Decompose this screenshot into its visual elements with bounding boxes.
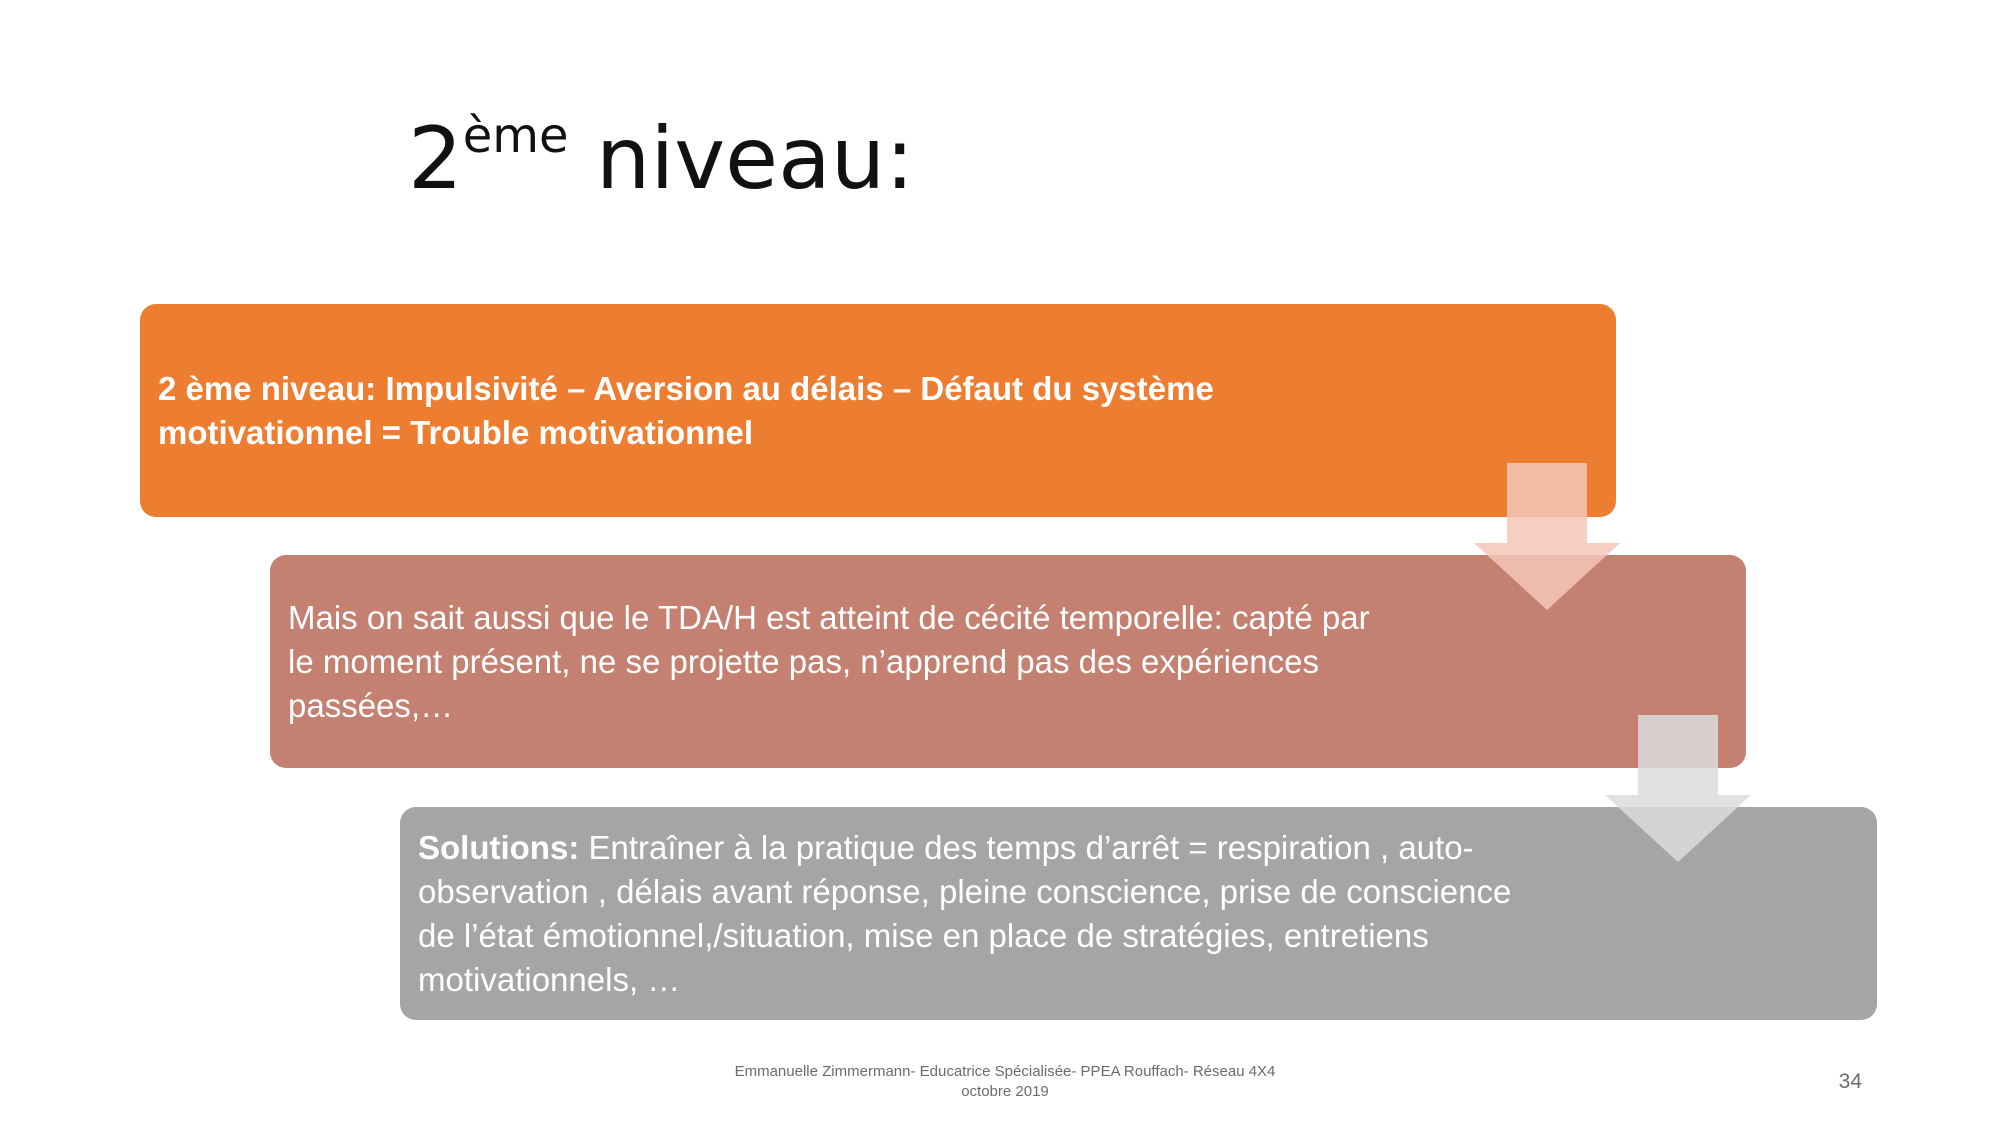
down-arrow-icon <box>1474 463 1620 610</box>
slide-title <box>408 108 915 209</box>
page-number: 34 <box>1838 1070 1862 1093</box>
title-rest: niveau: <box>568 109 915 209</box>
solutions-text: Entraîner à la pratique des temps d’arrêt = respiration , auto-observation , délais avant réponse, pleine conscience, prise de conscience de l’état émotionnel,/situation, mise en place de stratégies, entretiens motivationnels, … <box>418 828 1512 998</box>
process-step-1-text: 2 ème niveau: Impulsivité – Aversion au délais – Défaut du système motivationnel = Trouble motivationnel <box>158 369 1214 451</box>
down-arrow-icon <box>1605 715 1751 862</box>
title-number: 2 <box>408 109 463 209</box>
footer-date: octobre 2019 <box>961 1083 1049 1100</box>
title-superscript: ème <box>462 108 569 164</box>
process-step-1 <box>140 304 1616 517</box>
solutions-label: Solutions: <box>418 828 580 866</box>
slide-footer <box>600 1062 1410 1102</box>
footer-author: Emmanuelle Zimmermann- Educatrice Spécialisée- PPEA Rouffach- Réseau 4X4 <box>734 1063 1276 1080</box>
process-step-2-text: Mais on sait aussi que le TDA/H est atteint de cécité temporelle: capté par le moment présent, ne se projette pas, n’apprend pas des expériences passées,… <box>288 598 1370 724</box>
process-step-3-text <box>418 826 1518 1002</box>
